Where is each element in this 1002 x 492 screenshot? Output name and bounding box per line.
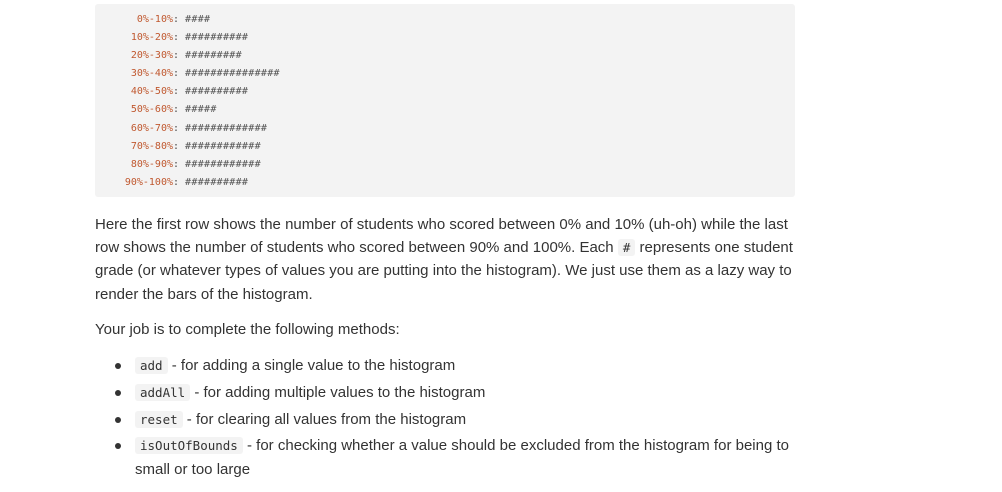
- method-name: add: [135, 357, 168, 374]
- hash-symbol-code: #: [618, 239, 636, 256]
- bullet-icon: [115, 390, 121, 396]
- method-name: isOutOfBounds: [135, 437, 243, 454]
- histogram-range: 10%-20%: [130, 32, 173, 44]
- explanation-text-end: represents one student grade (or whatever types of values you are putting into the histogram). We just use them as a lazy way to render the bars of the histogram.: [95, 239, 793, 303]
- histogram-range: 0%-10%: [136, 14, 173, 25]
- histogram-row: 10%-20%: ##########: [95, 29, 795, 47]
- method-description: - for checking whether a value should be excluded from the histogram for being to small or too large: [135, 437, 789, 478]
- histogram-bar: ############: [185, 140, 261, 152]
- method-name: reset: [135, 411, 183, 428]
- histogram-range: 80%-90%: [130, 158, 173, 170]
- methods-list: [95, 354, 800, 484]
- histogram-bar: #############: [185, 122, 268, 134]
- histogram-row: 50%-60%: #####: [95, 101, 795, 119]
- histogram-range: 20%-30%: [130, 50, 173, 62]
- histogram-row: 70%-80%: ############: [95, 138, 795, 156]
- method-description: - for adding a single value to the histogram: [167, 357, 456, 374]
- method-name: addAll: [135, 384, 190, 401]
- histogram-bar: ##########: [185, 32, 249, 44]
- explanation-paragraph: [95, 213, 800, 306]
- task-intro-paragraph: Your job is to complete the following methods:: [95, 321, 400, 338]
- histogram-row: 20%-30%: #########: [95, 47, 795, 65]
- bullet-icon: [115, 443, 121, 449]
- histogram-row: 90%-100%: ##########: [95, 174, 795, 192]
- bullet-icon: [115, 417, 121, 423]
- histogram-row: 40%-50%: ##########: [95, 83, 795, 101]
- histogram-range: 30%-40%: [130, 68, 173, 80]
- list-item-add: [95, 354, 800, 377]
- histogram-range: 70%-80%: [130, 140, 173, 152]
- histogram-range: 50%-60%: [130, 104, 173, 116]
- list-item-isoutofbounds: [95, 434, 800, 480]
- histogram-range: 60%-70%: [130, 122, 173, 134]
- histogram-bar: ###############: [185, 68, 280, 80]
- histogram-range: 90%-100%: [124, 176, 173, 188]
- histogram-bar: #####: [185, 104, 217, 116]
- method-description: - for adding multiple values to the histogram: [190, 383, 486, 401]
- histogram-row: 60%-70%: #############: [95, 120, 795, 138]
- histogram-row: 80%-90%: ############: [95, 156, 795, 174]
- bullet-icon: [115, 363, 121, 369]
- histogram-bar: #########: [185, 50, 242, 62]
- histogram-row: 0%-10%: ####: [95, 11, 795, 29]
- list-item-reset: [95, 408, 800, 431]
- histogram-bar: ####: [185, 14, 211, 25]
- histogram-range: 40%-50%: [130, 86, 173, 98]
- method-description: - for clearing all values from the histogram: [182, 410, 467, 428]
- explanation-text-start: Here the first row shows the number of students who scored between 0% and 10% (uh-oh) while the last row shows the number of students who scored between 90% and 100%. Each: [95, 216, 788, 257]
- histogram-code-block: [95, 4, 795, 197]
- histogram-bar: ##########: [185, 86, 249, 98]
- histogram-bar: ##########: [185, 176, 249, 188]
- histogram-row: 30%-40%: ###############: [95, 65, 795, 83]
- histogram-bar: ############: [185, 158, 261, 170]
- list-item-addall: [95, 381, 800, 404]
